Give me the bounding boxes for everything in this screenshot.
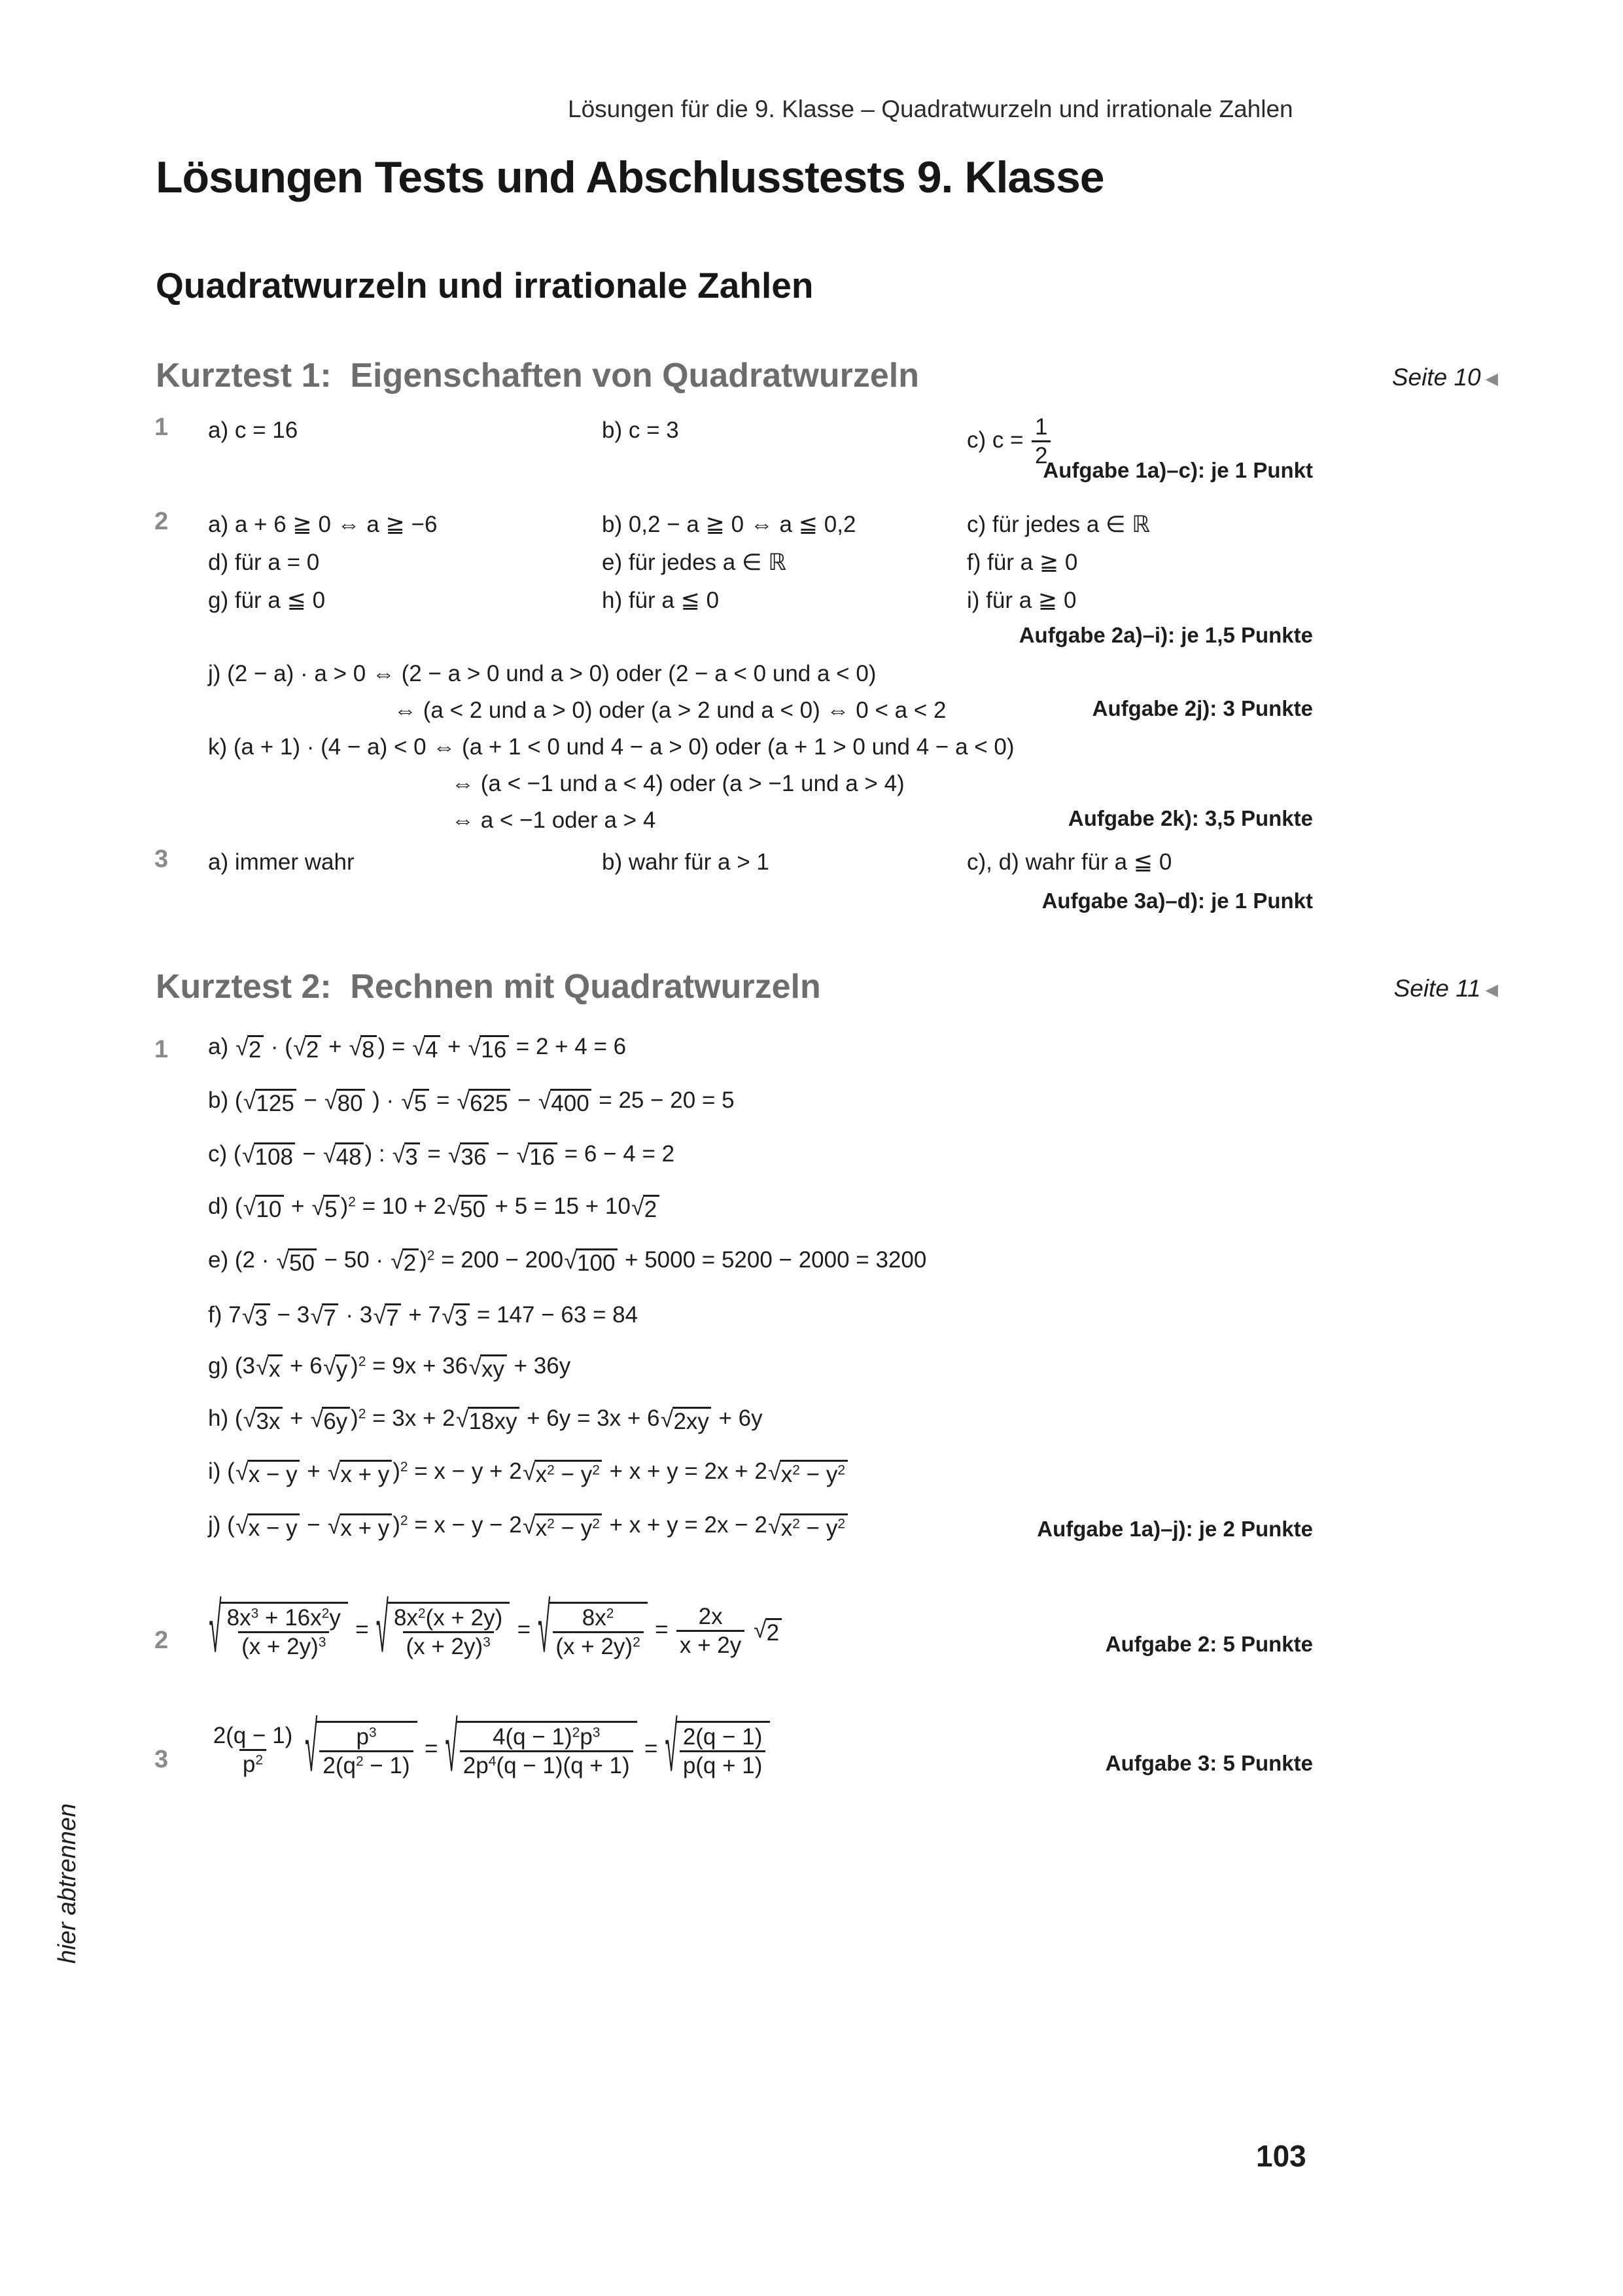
solution-line: c), d) wahr für a ≦ 0 — [967, 849, 1172, 875]
task-number: 2 — [154, 1627, 169, 1654]
task-number: 1 — [154, 414, 169, 441]
points-label: Aufgabe 2: 5 Punkte — [1105, 1632, 1313, 1656]
solution-line: f) 7 √ 3 − 3 √ 7 · 3 √ 7 + 7 √ 3 = 147 − 63 = 84 — [208, 1302, 638, 1331]
solution-formula: √ $\frac{8x^3 + 16x^2y}{(x + 2y)^3}$ = √ $\frac{8x^2(x + 2y)}{(x + 2y)^3}$ = √ $\frac{8x^2}{(x + 2y)^2}$ = $\frac{2x}{x + 2y}$ √ 2 — [208, 1602, 782, 1660]
cut-here-mark: hier abtrennen — [54, 1803, 81, 1964]
solution-line: e) (2 · √ 50 − 50 · √ 2 )$^2$ = 200 − 200 √ 100 + 5000 = 5200 − 2000 = 3200 — [208, 1247, 927, 1276]
points-label: Aufgabe 2k): 3,5 Punkte — [1068, 806, 1313, 830]
solution-formula: $\frac{2(q - 1)}{p^2}$ √ $\frac{p^3}{2(q^2 - 1)}$ = √ $\frac{4(q - 1)^2p^3}{2p^4(q - 1)(q + 1)}$ = √ $\frac{2(q - 1)}{p(q + 1)}$ — [208, 1721, 771, 1779]
solution-line: b) c = 3 — [602, 417, 679, 443]
page-ref-text: Seite 10 — [1391, 364, 1481, 391]
points-label: Aufgabe 2a)–i): je 1,5 Punkte — [1019, 623, 1313, 647]
solution-line: j) (2 − a) · a > 0 ⇔ (2 − a > 0 und a > 0) oder (2 − a < 0 und a < 0) — [208, 661, 877, 686]
task-number: 3 — [154, 845, 169, 873]
solution-line: d) ( √ 10 + √ 5 )$^2$ = 10 + 2 √ 50 + 5 = 15 + 10 √ 2 — [208, 1190, 660, 1224]
task-number: 2 — [154, 508, 169, 535]
page-title: Lösungen Tests und Abschlusstests 9. Klasse — [156, 152, 1104, 202]
solution-line: ⇔ a < −1 oder a > 4 — [451, 807, 656, 833]
solution-line: e) für jedes a ∈ ℝ — [602, 550, 786, 575]
page-ref-kurztest1 — [1392, 364, 1498, 391]
page-number: 103 — [1256, 2139, 1306, 2173]
solution-line: i) ( √ x − y + √ x + y )$^2$ = x − y + 2 √ $x^2 - y^2$ + x + y = 2x + 2 √ $x^2 - y^2$ — [208, 1455, 848, 1489]
points-label: Aufgabe 3: 5 Punkte — [1105, 1751, 1313, 1775]
solution-line: a) a + 6 ≧ 0 ⇔ a ≧ −6 — [208, 512, 438, 537]
solution-line: b) wahr für a > 1 — [602, 849, 769, 875]
points-label: Aufgabe 1a)–j): je 2 Punkte — [1037, 1517, 1313, 1541]
points-label: Aufgabe 3a)–d): je 1 Punkt — [1041, 889, 1313, 913]
kurztest1-heading-label: Kurztest 1: — [156, 357, 332, 395]
solution-line: j) ( √ x − y − √ x + y )$^2$ = x − y − 2 √ $x^2 - y^2$ + x + y = 2x − 2 √ $x^2 - y^2$ — [208, 1508, 848, 1543]
solution-line: c) c = $\frac{1}{2}$ — [967, 414, 1053, 470]
chapter-subtitle: Quadratwurzeln und irrationale Zahlen — [156, 265, 814, 306]
solution-line: a) immer wahr — [208, 849, 355, 875]
points-label: Aufgabe 1a)–c): je 1 Punkt — [1043, 458, 1313, 482]
solution-line: b) ( √ 125 − √ 80 ) · √ 5 = √ 625 − √ 400 = 25 − 20 = 5 — [208, 1087, 735, 1116]
solution-line: h) ( √ 3x + √ 6y )$^2$ = 3x + 2 √ 18xy + 6y = 3x + 6 √ 2xy + 6y — [208, 1405, 763, 1434]
page-ref-kurztest2 — [1394, 975, 1498, 1002]
left-arrow-icon: ◀ — [1485, 370, 1498, 388]
solution-line: f) für a ≧ 0 — [967, 550, 1078, 575]
kurztest1-heading — [156, 356, 919, 395]
running-header: Lösungen für die 9. Klasse – Quadratwurzeln und irrationale Zahlen — [568, 96, 1293, 122]
solution-line: ⇔ (a < 2 und a > 0) oder (a > 2 und a < 0) ⇔ 0 < a < 2 — [394, 698, 947, 723]
solution-line: c) ( √ 108 − √ 48 ) : √ 3 = √ 36 − √ 16 = 6 − 4 = 2 — [208, 1141, 675, 1170]
solution-line: d) für a = 0 — [208, 550, 320, 575]
solution-line: c) für jedes a ∈ ℝ — [967, 512, 1150, 537]
page-ref-text: Seite 11 — [1393, 975, 1481, 1002]
left-arrow-icon: ◀ — [1485, 981, 1498, 999]
kurztest1-heading-text: Eigenschaften von Quadratwurzeln — [350, 357, 920, 395]
solution-line: a) c = 16 — [208, 417, 298, 443]
solution-line: i) für a ≧ 0 — [967, 588, 1077, 613]
solution-line: b) 0,2 − a ≧ 0 ⇔ a ≦ 0,2 — [602, 512, 856, 537]
task-number: 1 — [154, 1036, 169, 1063]
solution-line: a) √ 2 · ( √ 2 + √ 8 ) = √ 4 + √ 16 = 2 + 4 = 6 — [208, 1034, 627, 1063]
kurztest2-heading-label: Kurztest 2: — [156, 968, 332, 1006]
kurztest2-heading-text: Rechnen mit Quadratwurzeln — [350, 968, 821, 1006]
solution-line: g) für a ≦ 0 — [208, 588, 326, 613]
solution-line: ⇔ (a < −1 und a < 4) oder (a > −1 und a > 4) — [451, 771, 905, 796]
solution-line: k) (a + 1) · (4 − a) < 0 ⇔ (a + 1 < 0 und 4 − a > 0) oder (a + 1 > 0 und 4 − a < 0) — [208, 734, 1015, 760]
kurztest2-heading — [156, 967, 821, 1006]
solution-line: g) (3 √ x + 6 √ y )$^2$ = 9x + 36 √ xy + 36y — [208, 1353, 571, 1382]
solution-line: h) für a ≦ 0 — [602, 588, 720, 613]
task-number: 3 — [154, 1746, 169, 1773]
points-label: Aufgabe 2j): 3 Punkte — [1092, 696, 1313, 720]
